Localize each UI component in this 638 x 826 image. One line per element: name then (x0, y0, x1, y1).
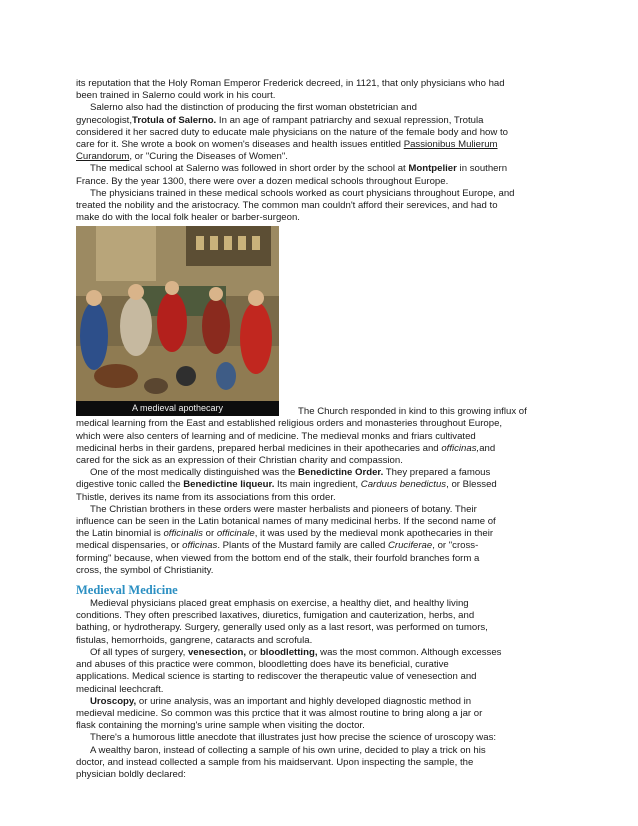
image-caption: A medieval apothecary (76, 401, 279, 416)
document-page (76, 78, 564, 781)
paragraph-medieval-2: Of all types of surgery, venesection, or bloodletting, was the most common. Although excesses and abuses of this practice were common, bloodletting does have its beneficial, curative applications. Medical science is starting to rediscover the therapeutic value of venesection and medicinal leechcraft. (76, 646, 502, 695)
section-heading: Medieval Medicine (76, 583, 178, 598)
bold-term: Uroscopy, (90, 695, 137, 707)
bold-term: Montpelier (408, 163, 457, 175)
book-title-link[interactable]: Passionibus Mulierum (403, 139, 498, 151)
italic-term: officinalis (163, 528, 203, 540)
apothecary-illustration (76, 226, 279, 416)
book-title-link[interactable]: Curandorum (76, 151, 130, 163)
paragraph-medieval-1: Medieval physicians placed great emphasis on exercise, a healthy diet, and healthy living conditions. They often prescribed laxatives, diuretics, fumigation and cauterization, herbs, and bathing, or hydrotherapy. Surgery, generally used only as a last resort, was performed on tumors, fistulas, hemorrhoids, gangrene, cataracts and scrofula. (76, 598, 488, 646)
italic-term: Cruciferae (387, 540, 433, 552)
paragraph-medieval-3: Uroscopy, or urine analysis, was an important and highly developed diagnostic method in medieval medicine. So common was this prctice that it was almost routine to bring along a jar or flask containing the morning's urine sample when visiting the doctor. (76, 695, 483, 732)
italic-term: officinas (182, 540, 218, 552)
bold-term: venesection, (187, 646, 247, 658)
italic-term: Carduus benedictus (360, 479, 447, 491)
paragraph-benedictine: One of the most medically distinguished was the Benedictine Order. They prepared a famous digestive tonic called the Benedictine liqueur. Its main ingredient, Carduus benedictus, or Blessed Thistle, derives its name from its associations from this order. (76, 467, 497, 503)
italic-term: officinas, (441, 442, 480, 454)
apothecary-image (76, 226, 279, 416)
bold-term: bloodletting, (259, 646, 318, 658)
paragraph-trotula: Salerno also had the distinction of producing the first woman obstetrician and gynecologist,Trotula of Salerno. In an age of rampant patriarchy and sexual repression, Trotula considered it her sacred duty to educate male physicians on the nature of the female body and how to care for it. She wrote a book on women's diseases and health issues entitled Passionibus Mulierum Curandorum, or "Curing the Diseases of Women". (76, 102, 508, 163)
paragraph-intro: its reputation that the Holy Roman Emperor Frederick decreed, in 1121, that only physicians who had been trained in Salerno could work in his court. (76, 78, 505, 102)
paragraph-montpelier: The medical school at Salerno was followed in short order by the school at Montpelier in southern France. By the year 1300, there were over a dozen medical schools throughout Europe. (76, 163, 508, 187)
italic-term: officinale (216, 528, 255, 540)
paragraph-herbalists: The Christian brothers in these orders were master herbalists and pioneers of botany. Their influence can be seen in the Latin botanical names of many medicinal herbs. If the second name of the Latin binomial is officinalis or officinale, it was used by the medieval monk apothecaries in their medical dispensaries, or officinas. Plants of the Mustard family are called Cruciferae, or "cross- forming" because, when viewed from the bottom end of the stalk, their fourfold branches form a cross, the symbol of Christianity. (76, 503, 496, 576)
bold-term: Trotula of Salerno. (132, 114, 217, 126)
paragraph-medieval-5: A wealthy baron, instead of collecting a sample of his own urine, decided to play a trick on his doctor, and instead collected a sample from his maidservant. Upon inspecting the sample, the physician boldly declared: (76, 744, 486, 780)
bold-term: Benedictine Order. (297, 467, 384, 479)
figure-row: A medieval apothecary The Church responded in kind to this growing influx of (76, 226, 564, 418)
bold-term: Benedictine liqueur. (183, 479, 275, 491)
paragraph-physicians: The physicians trained in these medical schools worked as court physicians throughout Europe, and treated the nobility and the aristocracy. The common man couldn't afford their serevices, and had to make do with the local folk healer or barber-surgeon. (76, 187, 515, 224)
paragraph-church: medical learning from the East and established religious orders and monasteries throughout Europe, which were also centers of learning and of medicine. The medieval monks and friars cultivated medicinal herbs in their gardens, prepared herbal medicines in their apothecaries and officinas,and cared for the sick as an expression of their Christian charity and compassion. (76, 418, 503, 467)
paragraph-medieval-4: There's a humorous little anecdote that illustrates just how precise the science of uroscopy was: (90, 732, 497, 744)
